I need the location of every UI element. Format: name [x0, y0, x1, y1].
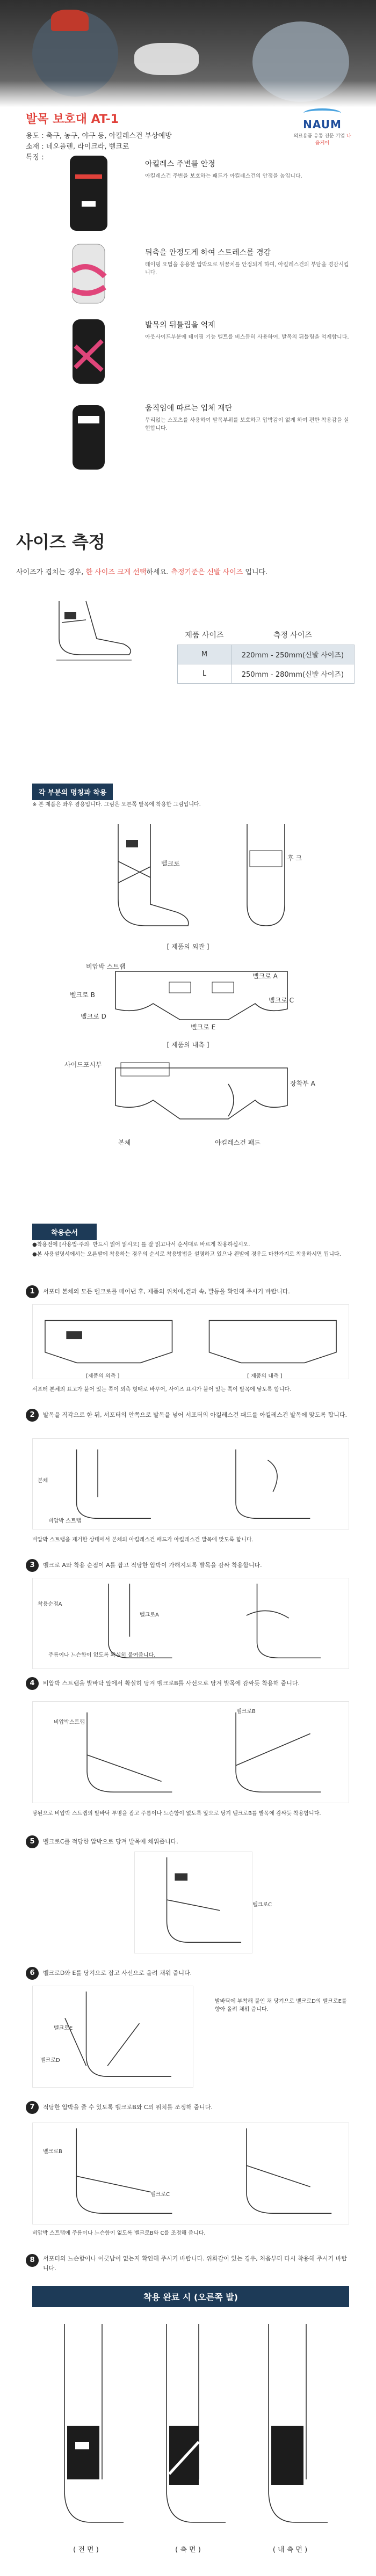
- step-1-caption-inner: [ 제품의 내측 ]: [247, 1373, 283, 1379]
- feature-3-desc: 아웃사이드부분에 테이핑 기능 벨트를 비스듬히 사용하여, 발목의 뒤틀림을 억제합니다.: [145, 334, 349, 340]
- label-elastic-strap: 비압박 스트랩: [86, 963, 126, 970]
- feature-1-desc: 아킬레스건 주변을 보호하는 패드가 아킬레스건의 안정을 높입니다.: [145, 173, 302, 179]
- size-note-red-1: 한 사이즈 크게 선택: [85, 568, 147, 576]
- step-7-diagram: [32, 2123, 349, 2224]
- size-table-header: [178, 625, 355, 645]
- spec-material: 소재 : 네오플렌, 라이크라, 벨크로: [26, 143, 129, 151]
- step-text: 적당한 압박을 줄 수 있도록 벨크로B와 C의 위치를 조정해 줍니다.: [43, 2104, 213, 2111]
- step-text: 서포터 본체의 모든 벨크로를 떼어낸 후, 제품의 위치에,겉과 속, 발등을 확인해 주시기 바랍니다.: [43, 1288, 290, 1295]
- parts-bar: 각 부분의 명칭과 착용: [32, 784, 113, 800]
- step-text: 비압박 스트랩을 발바닥 앞에서 확실히 당겨 벨크로B를 사선으로 당겨 발목에 감싸듯 착용해 줍니다.: [43, 1680, 300, 1687]
- step-1-diagram: [32, 1304, 349, 1379]
- feature-4: [145, 402, 349, 433]
- label-velcro: 벨크로: [161, 860, 180, 867]
- feature-image-heel: [59, 239, 118, 319]
- step-1-caption-outer: [제품의 외측 ]: [86, 1373, 120, 1379]
- step-text: 발목을 직각으로 한 뒤, 서포터의 안쪽으로 발목을 넣어 서포터의 아킬레스건 패드를 아킬레스건 발목에 맞도록 합니다.: [43, 1411, 347, 1418]
- step-6-footnote: 발바닥에 부착해 붙인 채 당겨으로 벨크로D의 벨크로E를 향아 올려 채워 줍니다.: [215, 1999, 347, 2012]
- outer-caption: [ 제품의 외관 ]: [167, 943, 209, 950]
- step-7: [26, 2101, 353, 2114]
- step-6-diagram: [32, 1986, 193, 2088]
- step-text: 서포터의 느슨함이나 어긋남이 없는지 확인해 주시기 바랍니다. 위화감이 있는 경우, 처음부터 다시 착용해 주시기 바랍니다.: [43, 2255, 347, 2272]
- step-number: 7: [26, 2101, 39, 2114]
- size-table-cell: 220mm - 250mm(신발 사이즈): [231, 645, 354, 664]
- step-8: [26, 2254, 353, 2273]
- step-number: 3: [26, 1559, 39, 1572]
- parts-note: ※ 본 제품은 좌우 겸용입니다. 그림은 오른쪽 발목에 착용한 그림입니다.: [32, 802, 201, 808]
- product-title: 발목 보호대 AT-1: [26, 113, 119, 126]
- label-velcro-a: 벨크로 A: [252, 972, 278, 980]
- size-table-cell: M: [178, 645, 232, 664]
- size-diagram-foot: [48, 596, 140, 665]
- feature-1: [145, 158, 349, 180]
- step-5: [26, 1835, 353, 1848]
- size-table-header-measure: 측정 사이즈: [273, 631, 312, 640]
- step-7-footnote: 비압박 스트랩에 주름이나 느슨함이 없도록 벨크로B와 C를 조정해 줍니다.: [32, 2230, 206, 2236]
- final-bar: 착용 완료 시 (오른쪽 발): [32, 2286, 349, 2307]
- size-note: [16, 566, 267, 576]
- size-note-suffix: 입니다.: [243, 568, 268, 576]
- step-1: [26, 1285, 353, 1298]
- feature-image-achilles: [59, 153, 118, 233]
- step-2-label-strap: 비압박 스트랩: [48, 1518, 82, 1524]
- feature-2-desc: 테이핑 요법을 응용한 압박으로 뒤꿈치를 안정되게 하여, 아킬레스건의 부담을 경감시킵니다.: [145, 262, 349, 276]
- label-velcro-c: 벨크로 C: [269, 997, 294, 1004]
- step-4: [26, 1677, 353, 1690]
- logo-brand: NAUM: [303, 118, 342, 131]
- size-table-cell: 250mm - 280mm(신발 사이즈): [231, 664, 354, 684]
- feature-2: [145, 247, 349, 277]
- size-note-red-2: 측정기준은 신발 사이즈: [171, 568, 243, 576]
- size-note-prefix: 사이즈가 겹치는 경우,: [16, 568, 86, 576]
- final-view-label-front: ( 전 면 ): [73, 2546, 99, 2554]
- step-text: 벨크로 A와 착용 순점이 A를 잡고 적당한 압박이 가해지도록 발목을 감싸 착용합니다.: [43, 1562, 262, 1569]
- steps-bar: 착용순서: [32, 1224, 97, 1240]
- step-6: [26, 1967, 353, 1980]
- step-text: 벨크로D와 E를 당겨으로 잡고 사선으로 올려 채워 줍니다.: [43, 1970, 192, 1977]
- steps-note-2: ●본 사용설명서에서는 오른발에 착용하는 경우의 순서로 착용방법을 설명하고 있으나 왼발에 경우도 마찬가지로 착용하시면 됩니다.: [32, 1252, 341, 1257]
- feature-4-title: 움직임에 따르는 입체 재단: [145, 404, 233, 413]
- label-body: 본체: [118, 1139, 131, 1146]
- size-section-title: 사이즈 측정: [16, 532, 105, 552]
- step-number: 8: [26, 2254, 39, 2267]
- label-achilles-pad: 아킬레스건 패드: [215, 1139, 261, 1146]
- final-side-view: [145, 2318, 231, 2533]
- step-6-label-velcro-d: 벨크로D: [40, 2058, 60, 2063]
- step-5-label-velcro: 벨크로C: [252, 1902, 272, 1908]
- step-3-footnote: 주름이나 느슨함이 없도록 확실히 붙여줍니다.: [48, 1652, 156, 1658]
- final-inner-view: [247, 2318, 333, 2533]
- step-6-label-velcro-e: 벨크로E: [54, 2025, 73, 2031]
- parts-outer-front-diagram: [97, 818, 193, 936]
- step-text: 벨크로C를 적당한 압박으로 당겨 발목에 채워줍니다.: [43, 1838, 178, 1845]
- logo-tagline-b: 나움케어: [315, 134, 351, 146]
- brand-logo: [293, 108, 352, 146]
- step-4-footnote: 당된으로 비압박 스트랩의 발바닥 투명을 잡고 주름이나 느슨함이 없도록 앞으로 당겨 벨크로B를 발목에 감싸듯 착용합니다.: [32, 1811, 321, 1817]
- step-number: 5: [26, 1835, 39, 1848]
- step-number: 6: [26, 1967, 39, 1980]
- label-velcro-e: 벨크로 E: [191, 1023, 216, 1031]
- step-4-label-strap: 비압박스트랩: [54, 1719, 85, 1725]
- label-hook: 후 크: [287, 854, 302, 862]
- feature-3-title: 발목의 뒤틀림을 억제: [145, 321, 215, 330]
- table-row: [178, 664, 355, 684]
- logo-tagline: [293, 132, 352, 146]
- logo-arc-icon: [303, 108, 341, 118]
- steps-note-1: ●착용전에 [사용법·주의· 반드시 읽어 읽시오] 를 잘 읽고나서 순서대로 바르게 착용하십시오.: [32, 1242, 250, 1248]
- step-number: 4: [26, 1677, 39, 1690]
- hero-photo: [0, 0, 376, 107]
- label-velcro-b: 벨크로 B: [70, 991, 95, 999]
- size-table-header-product: 제품 사이즈: [185, 631, 224, 640]
- inner-caption: [ 제품의 내측 ]: [167, 1041, 209, 1049]
- size-table: [177, 625, 355, 684]
- step-1-footnote: 서포터 본체의 표고가 붙어 있는 쪽이 외측 형태로 바꾸어, 사이즈 표시가 붙어 있는 쪽이 발목에 닿도록 합니다.: [32, 1387, 292, 1393]
- label-velcro-d: 벨크로 D: [81, 1013, 106, 1020]
- final-front-view: [43, 2318, 129, 2533]
- size-note-mid: 하세요.: [146, 568, 171, 576]
- final-view-label-side: ( 측 면 ): [175, 2546, 201, 2554]
- feature-image-cut: [59, 400, 118, 480]
- feature-2-title: 뒤축을 안정도게 하여 스트레스를 경감: [145, 248, 271, 257]
- step-3: [26, 1559, 353, 1572]
- logo-tagline-a: 의료용품 유통 전문 기업: [293, 134, 345, 139]
- feature-1-title: 아킬레스 주변를 안정: [145, 160, 215, 169]
- size-table-cell: L: [178, 664, 232, 684]
- spec-features-label: 특징 :: [26, 153, 44, 162]
- feature-3: [145, 319, 349, 341]
- step-5-diagram: [134, 1851, 252, 1953]
- step-number: 2: [26, 1409, 39, 1422]
- step-2-footnote: 비압박 스트랩을 제거한 상태에서 본체의 아킬레스건 패드가 아킬레스건 발목에 맞도록 합니다.: [32, 1537, 254, 1543]
- feature-image-twist: [59, 314, 118, 394]
- label-side-strap: 사이드포시부: [64, 1061, 102, 1069]
- table-row: [178, 645, 355, 664]
- step-2-label-body: 본체: [38, 1478, 48, 1484]
- parts-outer-back-diagram: [226, 818, 306, 936]
- parts-inner-flat-diagram: [105, 1052, 298, 1127]
- spec-usage: 용도 : 축구, 농구, 야구 등, 아킬레스건 부상예방: [26, 132, 172, 140]
- feature-4-desc: 무리없는 스포츠를 사용하여 발목부위를 보호하고 압박감이 없게 하여 편한 착용감을 실현합니다.: [145, 418, 349, 431]
- step-4-diagram: [32, 1701, 349, 1803]
- step-2: [26, 1409, 353, 1422]
- step-4-label-velcro: 벨크로B: [236, 1709, 256, 1715]
- step-7-label-velcro-c: 벨크로C: [150, 2192, 170, 2198]
- step-7-label-velcro-b: 벨크로B: [43, 2149, 62, 2155]
- step-number: 1: [26, 1285, 39, 1298]
- step-3-label-velcro: 벨크로A: [140, 1612, 159, 1618]
- final-view-label-inner: ( 내 측 면 ): [272, 2546, 308, 2554]
- label-hook-a: 장착부 A: [290, 1080, 315, 1087]
- step-3-label-point: 착용순점A: [38, 1601, 62, 1607]
